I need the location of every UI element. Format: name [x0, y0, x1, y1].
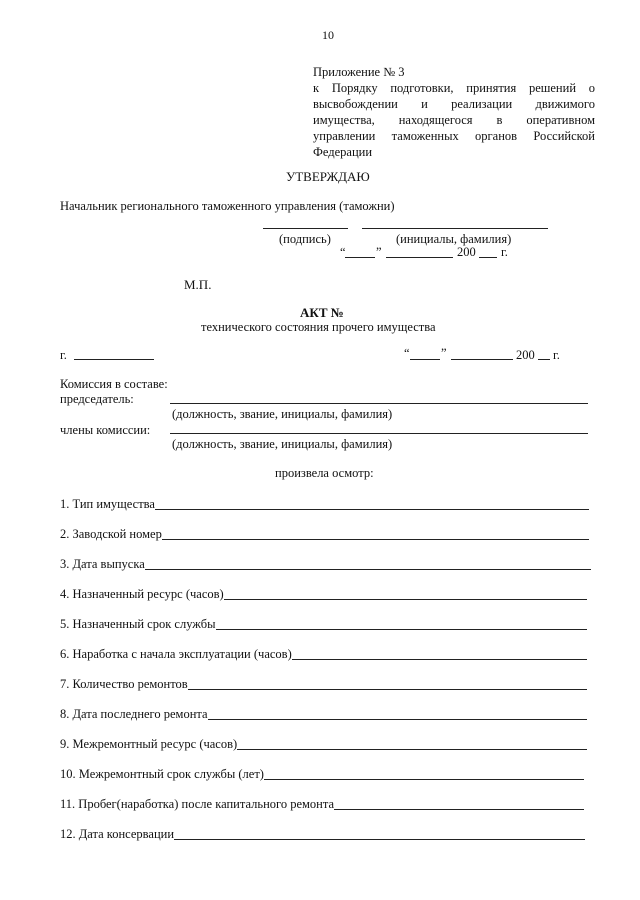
signature-caption: (подпись): [279, 232, 331, 246]
members-label: члены комиссии:: [60, 423, 151, 437]
item-label: 1. Тип имущества: [60, 497, 155, 511]
appendix-block: [313, 64, 595, 160]
item-label: 2. Заводской номер: [60, 527, 162, 541]
name-caption: (инициалы, фамилия): [396, 232, 512, 246]
item-label: 3. Дата выпуска: [60, 557, 145, 571]
act-date-close-quote: ”: [441, 346, 447, 360]
members-caption: (должность, звание, инициалы, фамилия): [172, 437, 393, 451]
item-label: 11. Пробег(наработка) после капитального ремонта: [60, 797, 335, 811]
commission-label: Комиссия в составе:: [60, 377, 168, 391]
approval-date-open-quote: “: [340, 245, 346, 259]
item-label: 4. Назначенный ресурс (часов): [60, 587, 224, 601]
item-serial-number: [60, 527, 589, 541]
item-operating-hours: [60, 647, 587, 661]
approval-heading: УТВЕРЖДАЮ: [286, 169, 370, 184]
item-repair-count: [60, 677, 587, 691]
inspection-heading: произвела осмотр:: [275, 466, 374, 480]
item-label: 5. Назначенный срок службы: [60, 617, 216, 631]
item-mileage-after-overhaul: [60, 797, 584, 811]
chairman-label: председатель:: [60, 392, 134, 406]
item-label: 10. Межремонтный срок службы (лет): [60, 767, 264, 781]
item-interrepair-resource: [60, 737, 587, 751]
item-release-date: [60, 557, 591, 571]
item-last-repair-date: [60, 707, 587, 721]
approval-date-close-quote: ”: [376, 245, 382, 259]
members-line: [170, 433, 588, 434]
item-service-life: [60, 617, 587, 631]
item-label: 12. Дата консервации: [60, 827, 175, 841]
act-year-prefix: 200: [516, 348, 535, 362]
act-month-line: [451, 359, 513, 360]
approval-year-suffix: г.: [501, 245, 508, 259]
item-label: 7. Количество ремонтов: [60, 677, 188, 691]
chairman-caption: (должность, звание, инициалы, фамилия): [172, 407, 393, 421]
approval-year-prefix: 200: [457, 245, 476, 259]
item-label: 9. Межремонтный ресурс (часов): [60, 737, 238, 751]
act-subtitle: технического состояния прочего имущества: [201, 320, 436, 334]
appendix-text: к Порядку подготовки, принятия решений о высвобождении и реализации движимого имущества, находящегося в оперативном управлении таможенных органов Российской Федерации: [313, 81, 595, 159]
appendix-title: Приложение № 3: [313, 65, 405, 79]
item-interrepair-life: [60, 767, 584, 781]
name-line: [362, 228, 548, 229]
act-year-suffix: г.: [553, 348, 560, 362]
approval-year-line: [479, 257, 497, 258]
approval-month-line: [386, 257, 453, 258]
approval-day-line: [345, 257, 375, 258]
approval-position: Начальник регионального таможенного управления (таможни): [60, 199, 395, 213]
item-label: 6. Наработка с начала эксплуатации (часов): [60, 647, 292, 661]
act-title: АКТ №: [300, 305, 344, 320]
item-property-type: [60, 497, 589, 511]
act-day-line: [410, 359, 440, 360]
item-assigned-resource: [60, 587, 587, 601]
city-prefix: г.: [60, 348, 67, 362]
page-number: 10: [322, 28, 334, 42]
chairman-line: [170, 403, 588, 404]
signature-line: [263, 228, 348, 229]
seal-label: М.П.: [184, 277, 212, 292]
item-label: 8. Дата последнего ремонта: [60, 707, 208, 721]
item-conservation-date: [60, 827, 585, 841]
act-year-line: [538, 359, 550, 360]
city-line: [74, 359, 154, 360]
act-date-open-quote: “: [404, 346, 410, 360]
